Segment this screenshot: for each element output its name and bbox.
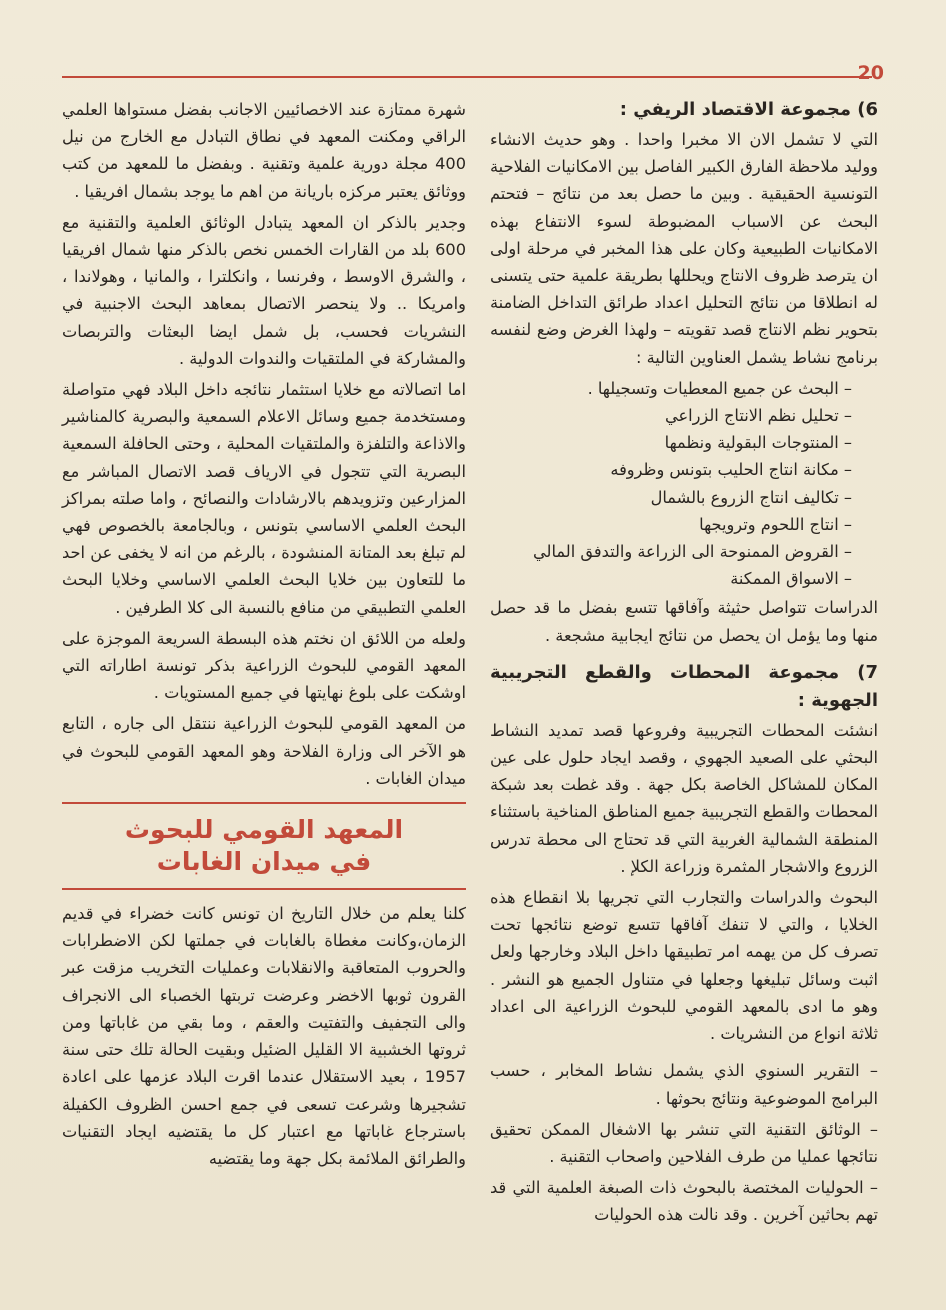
section-6-list bbox=[490, 375, 878, 593]
box-bottom-rule bbox=[62, 888, 466, 890]
publication-annals: – الحوليات المختصة بالبحوث ذات الصبغة العلمية التي قد تهم بحاثين آخرين . وقد نالت هذه الحوليات bbox=[490, 1178, 878, 1225]
section-6-paragraph-2: الدراسات تتواصل حثيثة وآفاقها تتسع بفضل ما قد حصل منها وما يؤمل ان يحصل من نتائج ايجابية مشجعة . bbox=[490, 598, 878, 645]
left-paragraph-2: وجدير بالذكر ان المعهد يتبادل الوثائق العلمية والتقنية مع 600 بلد من القارات الخمس نخص بالذكر منها شمال افريقيا ، والشرق الاوسط ، وفرنسا ، وانكلترا ، والمانيا ، وهولاندا ، وامريكا .. ولا ينحصر الاتصال بمعاهد البحث الاجنبية في النشريات فحسب، بل شمل ايضا البعثات والتربصات والمشاركة في الملتقيات والندوات الدولية . bbox=[62, 212, 466, 368]
list-item: – الاسواق الممكنة bbox=[490, 565, 852, 592]
left-paragraph-6: كلنا يعلم من خلال التاريخ ان تونس كانت خضراء في قديم الزمان،وكانت مغطاة بالغابات في جملتها لكن الاضطرابات والحروب المتعاقبة والانقلابات وعمليات التخريب مزقت عبر القرون ثوبها الاخضر وعرضت تربتها الخصباء الى الانجراف والى التجفيف والتفتيت والعقم ، وما بقي من غاباتها ومن ثروتها الخشبية الا القليل الضئيل وبقيت الحالة تلك حتى سنة 1957 ، بعيد الاستقلال عندما اقرت البلاد عزمها على اعادة تشجيرها وشرعت تسعى في جمع احسن الظروف الكفيلة باسترجاع غاباتها مع اعتبار كل ما يقتضيه ايجاد التقنيات والطرائق الملائمة بكل جهة وما يقتضيه bbox=[62, 904, 466, 1168]
section-7-paragraph-2: البحوث والدراسات والتجارب التي تجريها بلا انقطاع هذه الخلايا ، والتي لا تنفك آفاقها تتسع توضع نتائجها تحت تصرف كل من يهمه امر تطبيقها داخل البلاد وخارجها ولعل اثبت وسائل تبليغها وجعلها في متناول الجميع هو النشر . وهو ما ادى بالمعهد القومي للبحوث الزراعية الى اعداد ثلاثة انواع من النشريات . bbox=[490, 888, 878, 1044]
header-rule bbox=[62, 76, 872, 78]
list-item: – انتاج اللحوم وترويجها bbox=[490, 511, 852, 538]
list-item: – البحث عن جميع المعطيات وتسجيلها . bbox=[490, 375, 852, 402]
section-6-heading: 6) مجموعة الاقتصاد الريفي : bbox=[619, 99, 878, 120]
left-paragraph-3: اما اتصالاته مع خلايا استثمار نتائجه داخل البلاد فهي متواصلة ومستخدمة جميع وسائل الاعلام السمعية والبصرية كالمناشير والاذاعة والتلفزة والملتقيات المحلية ، وحتى الحافلة السمعية البصرية التي تتجول في الارياف قصد الاتصال المباشر مع المزارعين وتزويدهم بالارشادات والنصائح ، واما صلته بمراكز البحث العلمي الاساسي بتونس ، وبالجامعة بالخصوص فهي لم تبلغ بعد المتانة المنشودة ، بالرغم من انه لا يخفى عن احد ما للتعاون بين خلايا البحث العلمي الاساسي وخلايا البحث العلمي التطبيقي من منافع بالنسبة الى كلا الطرفين . bbox=[62, 380, 466, 617]
section-7-heading: 7) مجموعة المحطات والقطع التجريبية الجهوية : bbox=[490, 661, 878, 711]
list-item: – القروض الممنوحة الى الزراعة والتدفق المالي bbox=[490, 538, 852, 565]
list-item: – المنتوجات البقولية ونظمها bbox=[490, 429, 852, 456]
forestry-title-line-1: المعهد القومي للبحوث bbox=[124, 815, 404, 845]
left-paragraph-5: من المعهد القومي للبحوث الزراعية ننتقل الى جاره ، التابع هو الآخر الى وزارة الفلاحة وهو المعهد القومي للبحوث في ميدان الغابات . bbox=[62, 714, 466, 788]
section-6-paragraph-1: التي لا تشمل الان الا مخبرا واحدا . وهو حديث الانشاء ووليد ملاحظة الفارق الكبير الفاصل بين الامكانيات الفلاحية التونسية الحقيقية . وبين ما حصل بعد من نتائج – فتحتم البحث عن الاسباب المضبوطة لسوء الانتفاع بهذه الامكانيات الطبيعية وكان على هذا المخبر في مرحلة اولى ان يترصد ظروف الانتاج ويحللها بطريقة علمية حتى يتسنى له انطلاقا من نتائج التحليل اعداد طرائق التداخل الضامنة بتحوير نظم الانتاج قصد تقويته – ولهذا الغرض وضع لنفسه برنامج نشاط يشمل العناوين التالية : bbox=[490, 130, 878, 367]
list-item: – تحليل نظم الانتاج الزراعي bbox=[490, 402, 852, 429]
publication-annual-report: – التقرير السنوي الذي يشمل نشاط المخابر ، حسب البرامج الموضوعية ونتائج بحوثها . bbox=[490, 1061, 878, 1108]
box-top-rule bbox=[62, 802, 466, 804]
forestry-section-title bbox=[62, 814, 466, 878]
left-paragraph-1: شهرة ممتازة عند الاخصائيين الاجانب بفضل مستواها العلمي الراقي ومكنت المعهد في نطاق التبادل مع الخارج من نيل 400 مجلة دورية علمية وتقنية . وبفضل ما للمعهد من كتب ووثائق يعتبر مركزه باريانة من اهم ما يوجد بشمال افريقيا . bbox=[62, 100, 466, 201]
publication-technical-docs: – الوثائق التقنية التي تنشر بها الاشغال الممكن تحقيق نتائجها عمليا من طرف الفلاحين واصحاب التقنية . bbox=[490, 1119, 878, 1166]
page-number: 20 bbox=[857, 62, 884, 84]
right-column bbox=[490, 96, 878, 1233]
section-7-paragraph-1: انشئت المحطات التجريبية وفروعها قصد تمديد النشاط البحثي على الصعيد الجهوي ، وقصد ايجاد حلول على عين المكان للمشاكل الخاصة بكل جهة . وقد غطت بعد شبكة المحطات والقطع التجريبية جميع المناطق المناخية باستثناء المنطقة الشمالية الغربية التي قد تحتاج الى محطة تدرس الزروع والاشجار المثمرة وزراعة الكلإ . bbox=[490, 720, 878, 876]
left-paragraph-4: ولعله من اللائق ان نختم هذه البسطة السريعة الموجزة على المعهد القومي للبحوث الزراعية بذكر تونسة اطاراته التي اوشكت على بلوغ نهايتها في جميع المستويات . bbox=[62, 628, 466, 703]
list-item: – تكاليف انتاج الزروع بالشمال bbox=[490, 484, 852, 511]
left-column bbox=[62, 96, 466, 1176]
list-item: – مكانة انتاج الحليب بتونس وظروفه bbox=[490, 456, 852, 483]
forestry-title-line-2: في ميدان الغابات bbox=[156, 847, 372, 877]
